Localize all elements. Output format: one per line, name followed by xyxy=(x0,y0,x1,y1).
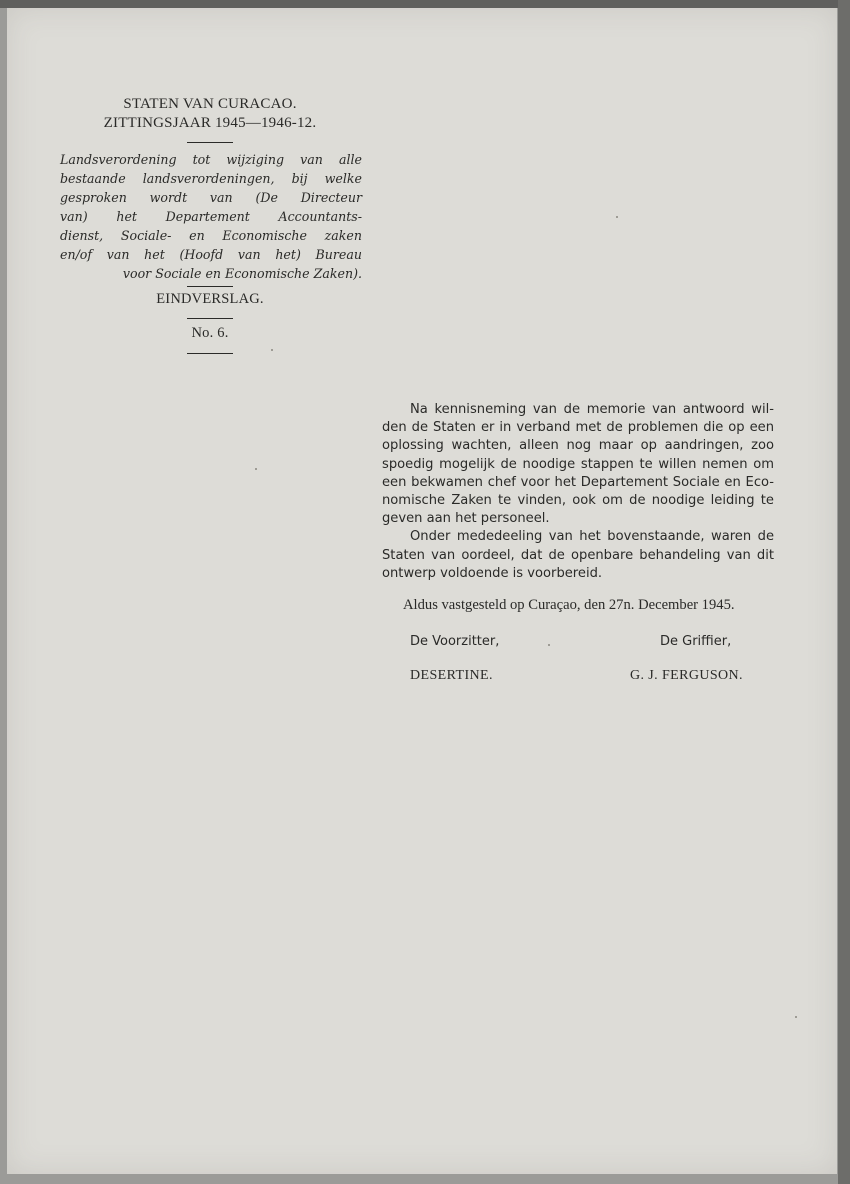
chair-role: De Voorzitter, xyxy=(410,634,500,649)
paper-speck xyxy=(255,468,257,470)
document-header xyxy=(60,95,360,143)
subject-line: gesproken wordt van (De Directeur xyxy=(60,190,362,205)
body-line: ontwerp voldoende is voorbereid. xyxy=(382,565,603,581)
body-line: geven aan het personeel. xyxy=(382,511,550,527)
paper-speck xyxy=(795,1016,797,1018)
subject-divider xyxy=(187,286,233,287)
body-line: een bekwamen chef voor het Departement Sociale en Eco- xyxy=(382,474,774,490)
paper-speck xyxy=(548,644,550,646)
body-line: Staten van oordeel, dat de openbare behandeling van dit xyxy=(382,547,774,563)
subject-description xyxy=(60,150,362,283)
subject-line: Landsverordening tot wijziging van alle xyxy=(60,152,362,167)
report-block xyxy=(60,286,360,354)
body-line: den de Staten er in verband met de problemen die op een xyxy=(382,420,774,436)
scan-right-edge xyxy=(838,0,850,1184)
body-line: spoedig mogelijk de noodige stappen te willen nemen om xyxy=(382,456,774,472)
subject-line: dienst, Sociale- en Economische zaken xyxy=(60,228,362,243)
subject-line: van) het Departement Accountants- xyxy=(60,209,362,224)
header-divider xyxy=(187,142,233,143)
report-divider xyxy=(187,318,233,319)
chair-name: DESERTINE. xyxy=(410,668,493,683)
clerk-role: De Griffier, xyxy=(660,634,732,649)
body-line: oplossing wachten, alleen nog maar op aandringen, zoo xyxy=(382,438,774,454)
number-divider xyxy=(187,353,233,354)
subject-line: bestaande landsverordeningen, bij welke xyxy=(60,171,362,186)
subject-line: en/of van het (Hoofd van het) Bureau xyxy=(60,247,362,262)
scan-top-edge xyxy=(0,0,850,8)
closing-statement: Aldus vastgesteld op Curaçao, den 27n. December 1945. xyxy=(403,597,735,613)
body-line: Na kennisneming van de memorie van antwoord wil- xyxy=(410,402,774,417)
body-line: Onder mededeeling van het bovenstaande, waren de xyxy=(410,529,774,545)
document-number: No. 6. xyxy=(191,325,229,341)
document-title: STATEN VAN CURACAO. xyxy=(123,96,297,112)
report-body xyxy=(382,401,774,583)
subject-line: voor Sociale en Economische Zaken). xyxy=(122,266,362,281)
paper-speck xyxy=(271,349,273,351)
body-line: nomische Zaken te vinden, ook om de noodige leiding te xyxy=(382,493,774,509)
paper-speck xyxy=(616,216,618,218)
session-year: ZITTINGSJAAR 1945—1946-12. xyxy=(103,115,317,131)
clerk-name: G. J. FERGUSON. xyxy=(630,668,743,683)
report-type: EINDVERSLAG. xyxy=(156,291,264,307)
